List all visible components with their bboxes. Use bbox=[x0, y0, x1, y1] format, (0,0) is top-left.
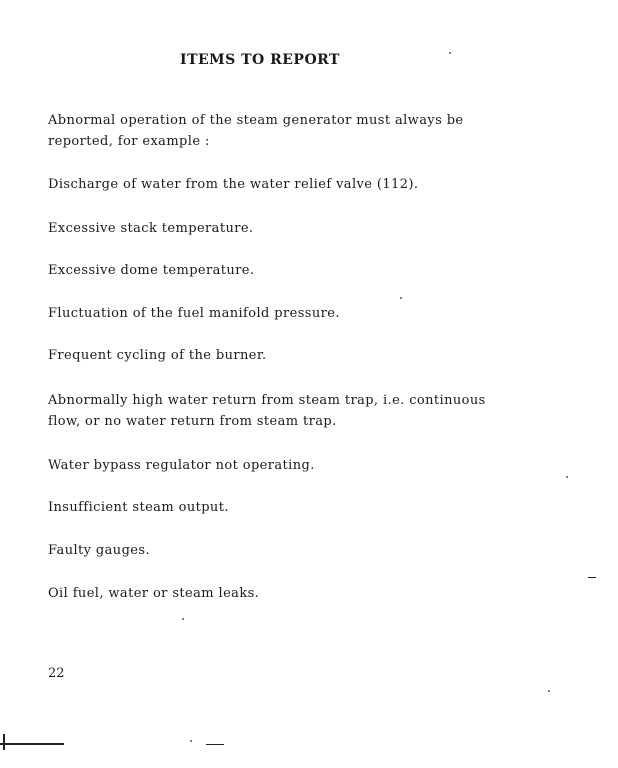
scan-edge-tick bbox=[3, 734, 5, 750]
report-item: Excessive dome temperature. bbox=[48, 263, 255, 278]
intro-paragraph: Abnormal operation of the steam generator must always be reported, for example : bbox=[48, 113, 464, 149]
report-item: Frequent cycling of the burner. bbox=[48, 348, 267, 363]
page-title: ITEMS TO REPORT bbox=[180, 52, 340, 68]
scan-speck bbox=[548, 690, 550, 692]
report-item: Excessive stack temperature. bbox=[48, 221, 254, 236]
report-item: Abnormally high water return from steam trap, i.e. continuous flow, or no water return from steam trap. bbox=[48, 393, 486, 429]
report-item: Fluctuation of the fuel manifold pressure. bbox=[48, 306, 340, 321]
scan-speck bbox=[566, 476, 568, 478]
scan-edge-line bbox=[0, 743, 64, 745]
report-item: Water bypass regulator not operating. bbox=[48, 458, 315, 473]
scan-speck bbox=[400, 297, 402, 299]
scan-dash bbox=[588, 577, 596, 578]
page-number: 22 bbox=[48, 666, 65, 681]
scan-speck bbox=[182, 618, 184, 620]
report-item: Oil fuel, water or steam leaks. bbox=[48, 586, 260, 601]
scan-dash bbox=[206, 744, 224, 745]
scan-speck bbox=[449, 52, 451, 54]
report-item: Faulty gauges. bbox=[48, 543, 150, 558]
report-item: Discharge of water from the water relief valve (112). bbox=[48, 177, 419, 192]
scan-speck bbox=[190, 740, 192, 742]
report-item: Insufficient steam output. bbox=[48, 500, 229, 515]
